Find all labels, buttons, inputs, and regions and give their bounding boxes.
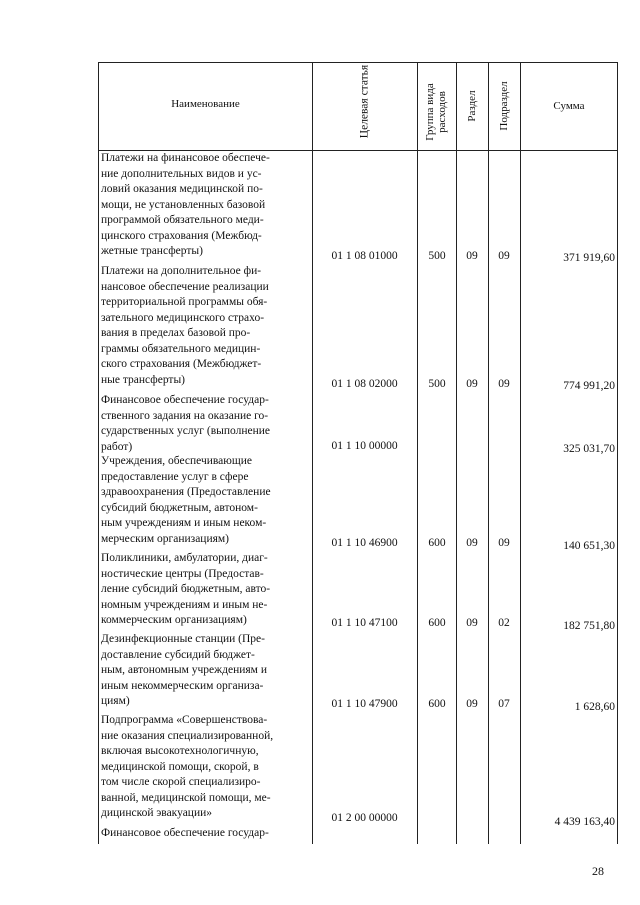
row-name: Платежи на дополнительное фи- нансовое обеспечение реализации территориальной программы обя- зательного медицинского страхо- вания в пределах базовой про- граммы обязательного медицин- ского страхования (Межбюджет- ные трансферты)	[101, 265, 269, 386]
header-target-article: Целевая статья	[358, 64, 371, 139]
row-name: Финансовое обеспечение государ-	[101, 827, 269, 839]
row-sum: 182 751,80	[563, 620, 615, 632]
row-section: 09	[466, 698, 478, 710]
row-sum: 371 919,60	[563, 252, 615, 264]
column-divider	[456, 62, 457, 844]
page-number: 28	[592, 864, 604, 878]
row-expense-group: 500	[428, 250, 446, 262]
header-section: Раздел	[466, 90, 478, 122]
row-section: 09	[466, 250, 478, 262]
row-target-code: 01 1 10 47900	[331, 698, 398, 710]
row-name: Платежи на финансовое обеспече- ние дополнительных видов и ус- ловий оказания медицинской по- мощи, не установленных базовой программой обязательного меди- цинского страхования (Межбюд- жетные трансферты)	[101, 152, 270, 257]
row-sum: 325 031,70	[563, 443, 615, 455]
row-target-code: 01 1 08 02000	[331, 378, 398, 390]
table-border-right	[617, 62, 618, 844]
row-subsection: 09	[498, 537, 510, 549]
row-subsection: 02	[498, 617, 510, 629]
row-target-code: 01 1 08 01000	[331, 250, 398, 262]
row-target-code: 01 1 10 00000	[331, 440, 398, 452]
row-sum: 1 628,60	[574, 701, 615, 713]
row-subsection: 09	[498, 378, 510, 390]
row-target-code: 01 2 00 00000	[331, 812, 398, 824]
header-subsection: Подраздел	[498, 81, 510, 131]
row-expense-group: 500	[428, 378, 446, 390]
row-section: 09	[466, 537, 478, 549]
row-name: Учреждения, обеспечивающие предоставление услуг в сфере здравоохранения (Предоставление субсидий бюджетным, автоном- ным учреждениям и иным неком- мерческим организациям)	[101, 455, 271, 545]
row-sum: 4 439 163,40	[554, 816, 615, 828]
column-divider	[488, 62, 489, 844]
header-name: Наименование	[171, 98, 240, 110]
row-expense-group: 600	[428, 617, 446, 629]
column-divider	[312, 62, 313, 844]
row-name: Финансовое обеспечение государ- ственного задания на оказание го- сударственных услуг (выполнение работ)	[101, 394, 271, 453]
row-sum: 774 991,20	[563, 380, 615, 392]
row-expense-group: 600	[428, 537, 446, 549]
header-expense-group: Группа вида расходов	[424, 83, 448, 141]
row-subsection: 09	[498, 250, 510, 262]
row-section: 09	[466, 617, 478, 629]
row-expense-group: 600	[428, 698, 446, 710]
column-divider	[417, 62, 418, 844]
row-name: Подпрограмма «Совершенствова- ние оказания специализированной, включая высокотехнологичную, медицинской помощи, скорой, в том числе скорой специализиро- ванной, медицинской помощи, ме- дицинской эвакуации»	[101, 714, 274, 819]
row-target-code: 01 1 10 47100	[331, 617, 398, 629]
row-name: Дезинфекционные станции (Пре- доставление субсидий бюджет- ным, автономным учреждениям и иным некоммерческим организа- циям)	[101, 633, 267, 707]
row-target-code: 01 1 10 46900	[331, 537, 398, 549]
table-border-left	[98, 62, 99, 844]
row-section: 09	[466, 378, 478, 390]
row-subsection: 07	[498, 698, 510, 710]
header-sum: Сумма	[553, 100, 585, 112]
row-sum: 140 651,30	[563, 540, 615, 552]
row-name: Поликлиники, амбулатории, диаг- ностические центры (Предостав- ление субсидий бюджетным, авто- номным учреждениям и иным не- коммерческим организациям)	[101, 552, 271, 626]
